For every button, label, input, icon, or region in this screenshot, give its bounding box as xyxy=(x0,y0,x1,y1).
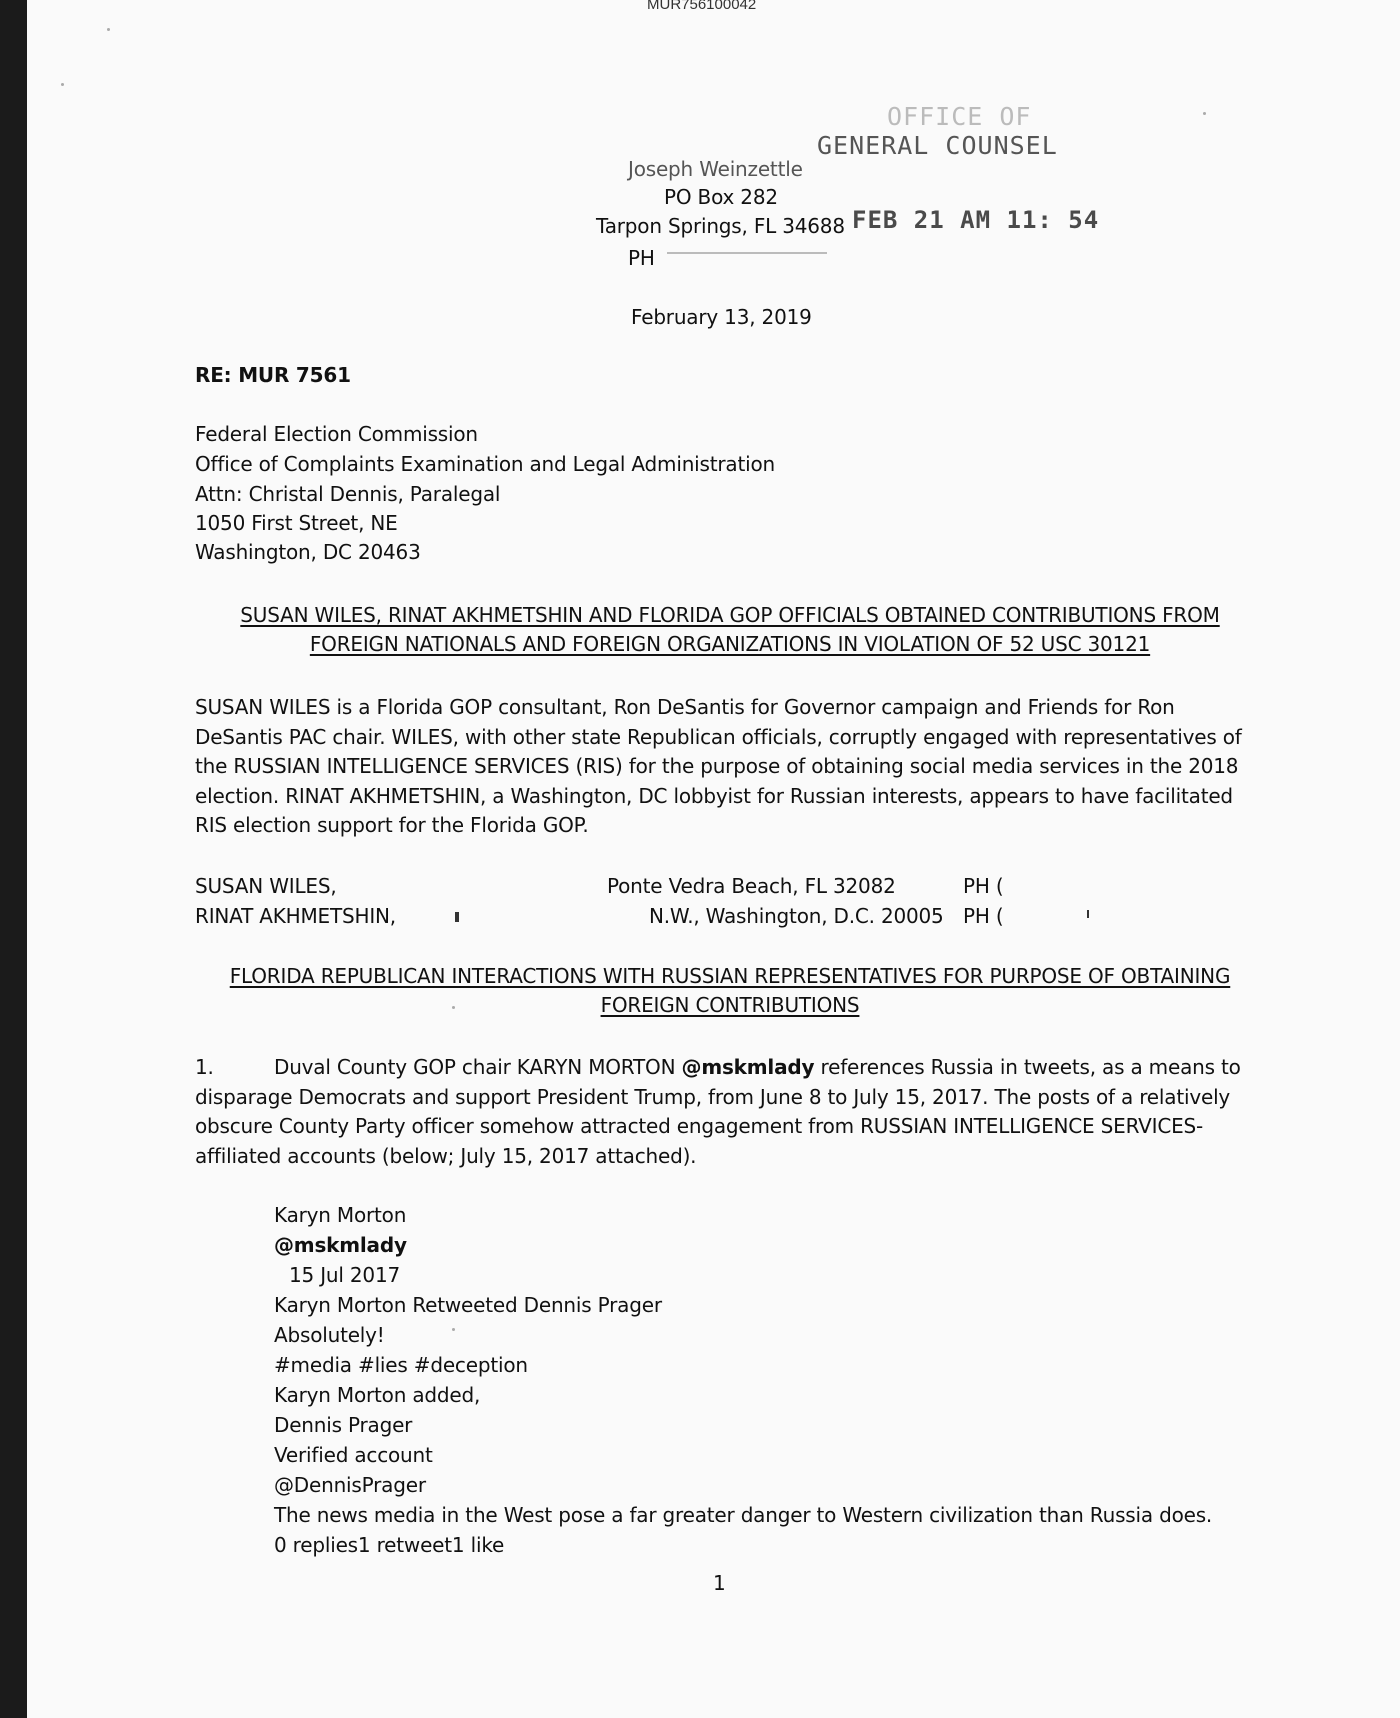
recipient-line-2: Office of Complaints Examination and Legal Administration xyxy=(195,452,775,476)
tweet-hashtags: #media #lies #deception xyxy=(274,1353,528,1377)
tweet-text: Absolutely! xyxy=(274,1323,385,1347)
quoted-verified: Verified account xyxy=(274,1443,433,1467)
item-1-handle: @mskmlady xyxy=(681,1055,815,1079)
letter-date: February 13, 2019 xyxy=(631,305,812,329)
item-1-text: references Russia in tweets, as a means to disparage Democrats and support President Trump, from June 8 to July 15, 2017. The posts of a relatively obscure County Party officer somehow attracted engagement from RUSSIAN INTELLIGENCE SERVICES-affiliated accounts (below; July 15, 2017 attached). xyxy=(195,1055,1241,1168)
section-heading-2-line-1: FLORIDA REPUBLICAN INTERACTIONS WITH RUSSIAN REPRESENTATIVES FOR PURPOSE OF OBTAINING xyxy=(229,964,1231,988)
section-heading-1-line-1: SUSAN WILES, RINAT AKHMETSHIN AND FLORIDA GOP OFFICIALS OBTAINED CONTRIBUTIONS FROM xyxy=(240,603,1220,627)
item-1-number: 1. xyxy=(195,1055,214,1079)
sender-box: PO Box 282 xyxy=(664,185,778,209)
redaction-smudge xyxy=(667,252,827,254)
speck xyxy=(452,1328,455,1331)
item-1-lead: Duval County GOP chair KARYN MORTON xyxy=(274,1055,676,1079)
redaction-mark xyxy=(1087,910,1089,918)
stamp-date: FEB 21 AM 11: 54 xyxy=(852,206,1100,234)
tweet-author: Karyn Morton xyxy=(274,1203,407,1227)
section-heading-2 xyxy=(195,962,1265,1020)
recipient-line-4: 1050 First Street, NE xyxy=(195,511,398,535)
section-heading-2-line-2: FOREIGN CONTRIBUTIONS xyxy=(600,993,860,1017)
stamp-office: OFFICE OF xyxy=(887,102,1032,131)
sender-city: Tarpon Springs, FL 34688 xyxy=(596,214,845,238)
respondent-1-address: Ponte Vedra Beach, FL 32082 xyxy=(607,874,896,898)
tweet-handle: @mskmlady xyxy=(274,1233,407,1257)
tweet-retweet: Karyn Morton Retweeted Dennis Prager xyxy=(274,1293,662,1317)
speck xyxy=(61,83,64,86)
recipient-line-3: Attn: Christal Dennis, Paralegal xyxy=(195,482,501,506)
speck xyxy=(107,28,110,31)
quoted-text: The news media in the West pose a far greater danger to Western civilization than Russia does. xyxy=(274,1503,1213,1527)
respondent-2-phone: PH ( xyxy=(963,904,1004,928)
section-heading-1-line-2: FOREIGN NATIONALS AND FOREIGN ORGANIZATIONS IN VIOLATION OF 52 USC 30121 xyxy=(309,632,1151,656)
quoted-handle: @DennisPrager xyxy=(274,1473,426,1497)
respondent-2-address: N.W., Washington, D.C. 20005 xyxy=(649,904,944,928)
quoted-name: Dennis Prager xyxy=(274,1413,413,1437)
respondent-2-name: RINAT AKHMETSHIN, xyxy=(195,904,396,928)
document-page xyxy=(27,0,1400,1718)
sender-name: Joseph Weinzettle xyxy=(628,157,803,181)
respondent-1-name: SUSAN WILES, xyxy=(195,874,337,898)
tweet-date: 15 Jul 2017 xyxy=(289,1263,400,1287)
sender-phone-label: PH xyxy=(628,246,655,270)
item-1 xyxy=(195,1053,1265,1171)
recipient-line-1: Federal Election Commission xyxy=(195,422,478,446)
section-heading-1 xyxy=(195,601,1265,659)
stamp-counsel: GENERAL COUNSEL xyxy=(817,131,1058,160)
tweet-stats: 0 replies1 retweet1 like xyxy=(274,1533,505,1557)
document-id: MUR756100042 xyxy=(647,0,757,13)
respondent-1-phone: PH ( xyxy=(963,874,1004,898)
tweet-added: Karyn Morton added, xyxy=(274,1383,481,1407)
page-number: 1 xyxy=(713,1571,726,1595)
recipient-line-5: Washington, DC 20463 xyxy=(195,540,421,564)
speck xyxy=(1203,112,1206,115)
re-line: RE: MUR 7561 xyxy=(195,363,351,387)
redaction-mark xyxy=(455,912,459,922)
paragraph-1: SUSAN WILES is a Florida GOP consultant, Ron DeSantis for Governor campaign and Friends for Ron DeSantis PAC chair. WILES, with other state Republican officials, corruptly engaged with representatives of the RUSSIAN INTELLIGENCE SERVICES (RIS) for the purpose of obtaining social media services in the 2018 election. RINAT AKHMETSHIN, a Washington, DC lobbyist for Russian interests, appears to have facilitated RIS election support for the Florida GOP. xyxy=(195,695,1242,837)
